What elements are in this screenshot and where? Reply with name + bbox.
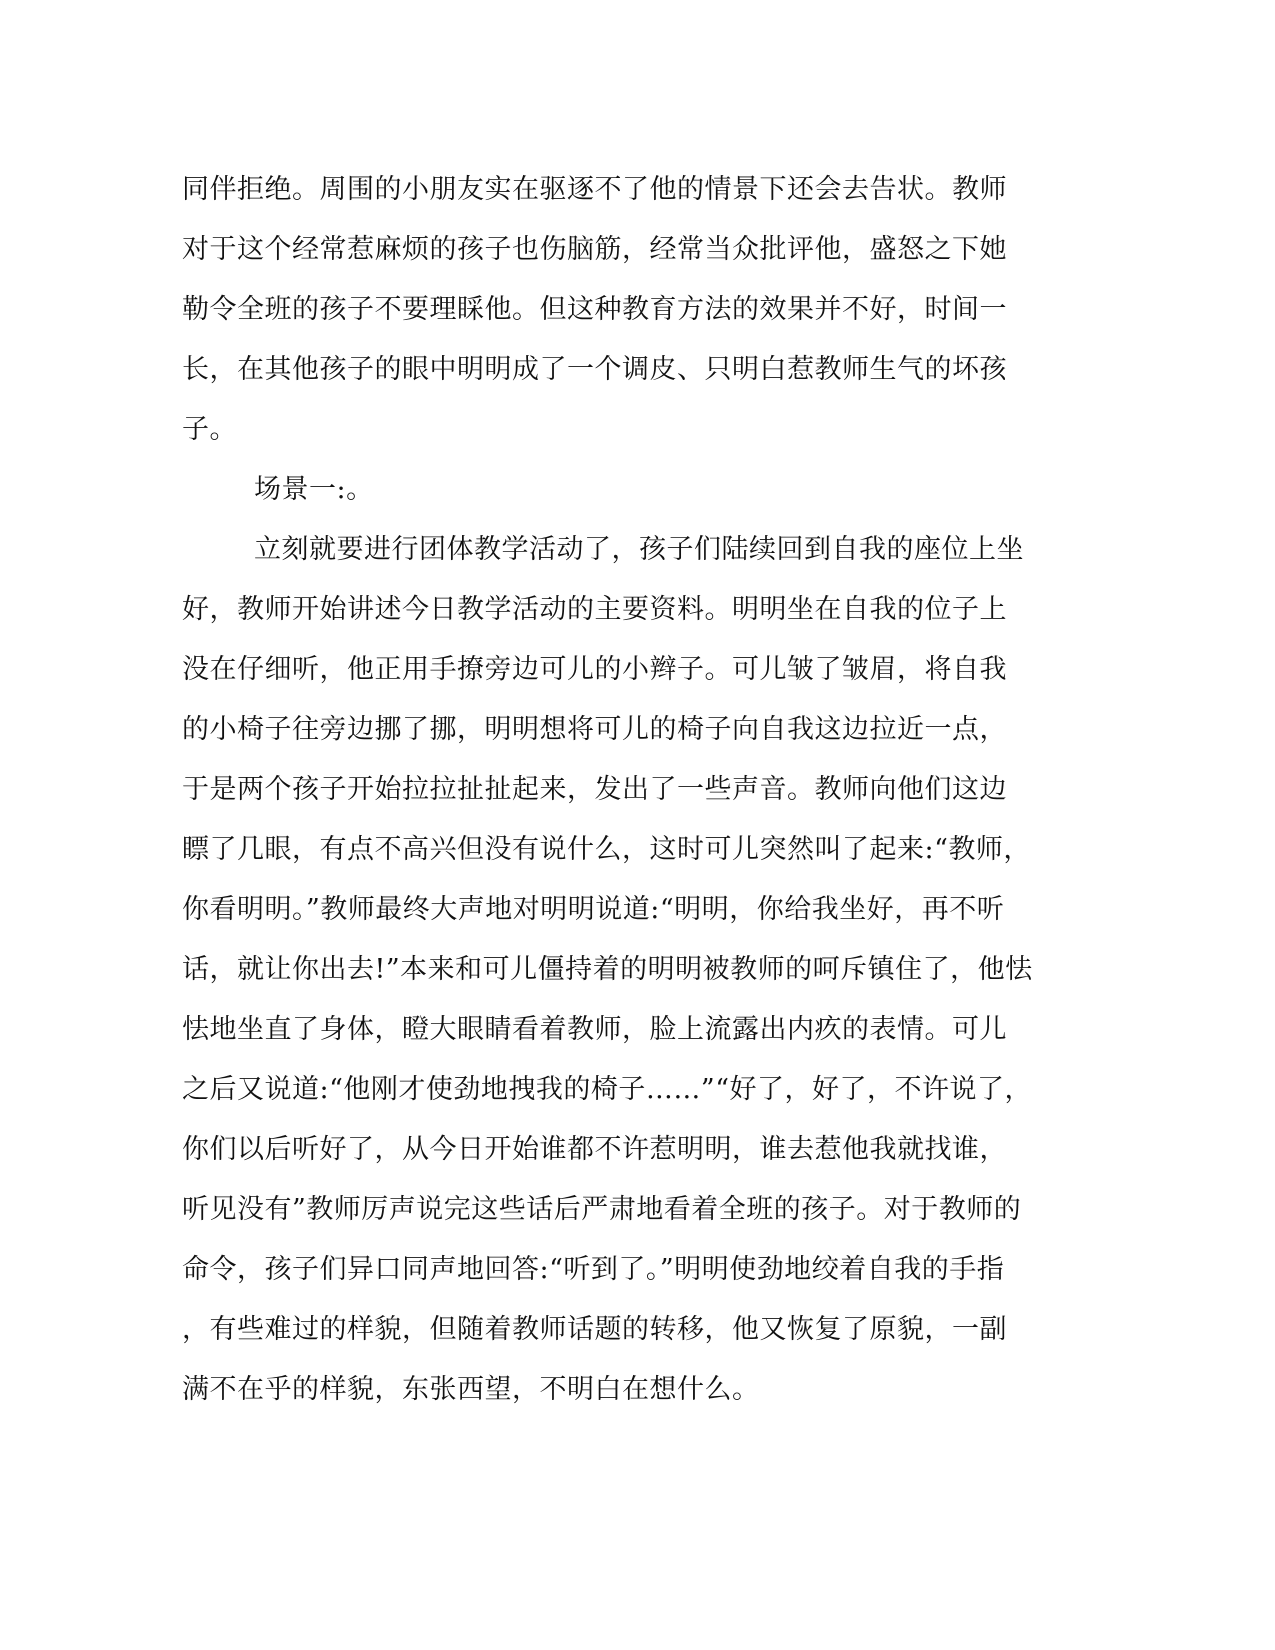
text-line-14: 话，就让你出去!”本来和可儿僵持着的明明被教师的呵斥镇住了，他怯 bbox=[182, 954, 1033, 985]
text-line-15: 怯地坐直了身体，瞪大眼睛看着教师，脸上流露出内疚的表情。可儿 bbox=[182, 1014, 1007, 1045]
text-line-12: 瞟了几眼，有点不高兴但没有说什么，这时可儿突然叫了起来:“教师， bbox=[182, 834, 1031, 865]
text-line-7: 立刻就要进行团体教学活动了，孩子们陆续回到自我的座位上坐 bbox=[254, 534, 1024, 565]
document-body bbox=[182, 160, 1042, 1420]
text-line-5: 子。 bbox=[182, 414, 237, 445]
text-line-2: 对于这个经常惹麻烦的孩子也伤脑筋，经常当众批评他，盛怒之下她 bbox=[182, 234, 1007, 265]
text-line-18: 听见没有”教师厉声说完这些话后严肃地看着全班的孩子。对于教师的 bbox=[182, 1194, 1022, 1225]
text-line-20: ，有些难过的样貌，但随着教师话题的转移，他又恢复了原貌，一副 bbox=[182, 1314, 1007, 1345]
text-line-21: 满不在乎的样貌，东张西望，不明白在想什么。 bbox=[182, 1374, 760, 1405]
text-line-11: 于是两个孩子开始拉拉扯扯起来，发出了一些声音。教师向他们这边 bbox=[182, 774, 1007, 805]
text-line-1: 同伴拒绝。周围的小朋友实在驱逐不了他的情景下还会去告状。教师 bbox=[182, 174, 1007, 205]
text-line-19: 命令，孩子们异口同声地回答:“听到了。”明明使劲地绞着自我的手指 bbox=[182, 1254, 1005, 1285]
text-line-16: 之后又说道:“他刚才使劲地拽我的椅子……”“好了，好了，不许说了， bbox=[182, 1074, 1033, 1105]
text-line-17: 你们以后听好了，从今日开始谁都不许惹明明，谁去惹他我就找谁， bbox=[182, 1134, 1007, 1165]
section-heading-scene-one: 场景一:。 bbox=[254, 474, 374, 505]
text-line-3: 勒令全班的孩子不要理睬他。但这种教育方法的效果并不好，时间一 bbox=[182, 294, 1007, 325]
text-line-9: 没在仔细听，他正用手撩旁边可儿的小辫子。可儿皱了皱眉，将自我 bbox=[182, 654, 1007, 685]
text-line-8: 好，教师开始讲述今日教学活动的主要资料。明明坐在自我的位子上 bbox=[182, 594, 1007, 625]
text-line-13: 你看明明。”教师最终大声地对明明说道:“明明，你给我坐好，再不听 bbox=[182, 894, 1005, 925]
text-line-10: 的小椅子往旁边挪了挪，明明想将可儿的椅子向自我这边拉近一点， bbox=[182, 714, 1007, 745]
text-line-4: 长，在其他孩子的眼中明明成了一个调皮、只明白惹教师生气的坏孩 bbox=[182, 354, 1007, 385]
